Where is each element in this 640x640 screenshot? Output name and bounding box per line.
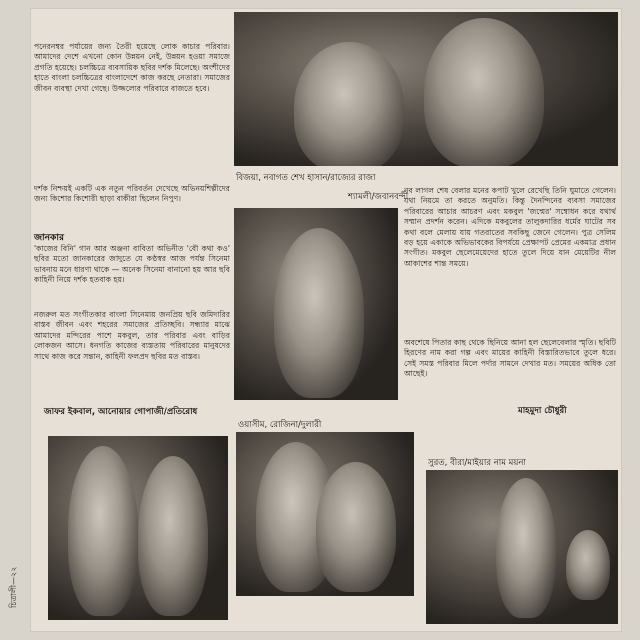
bottom-left-photo <box>48 436 228 620</box>
right-column-text-1: নব লাগল শেষ বেলার মনের কপাট খুলে রেখেছি তিনি ঘুমাতে গেলেন। যথা নিয়মে তা করতে অনুমতি। কিন্তু দৈনন্দিনের ব্যবসা সমাজের পরিবারের আচার আচরণ এবং মকবুল 'জন্মের' সম্বোধন করে যথার্থ সম্মান প্রদর্শন করেন। এদিকে মকবুলের তালুকদারির ধর্মের ঘাটের সব কথা বলে মেলায় যায় গতরাতের সবকিছু জেনে গেলেন। পুত্র সেলিম বড় হয়ে একাকে অভিভাবকের বিপর্যয়ে প্রেক্ষাপট প্রেমের একমাত্র প্রধান সংগীত। মকবুল ছেলেমেয়েদের হাতে তুলে দিয়ে যান মেয়েটির নীল আকাশের শান্ত সময়ে। <box>404 186 616 268</box>
right-column-text-2: অবশেষে পিতার কাছ থেকে ছিনিয়ে আনা হল ছেলেবেলার স্মৃতি। ছবিটি হিরণের নাম করা গল্প এবং মায়ের কাহিনী বিস্তারিতভাবে তুলে ধরে। সেই সমস্ত পরিবার মিলে পর্দার সামনে দেখার মত। সময়ের অধিক তো আছেই। <box>404 338 616 379</box>
top-photo <box>234 12 618 166</box>
section-heading: জানকার <box>34 233 64 243</box>
bottom-center-caption: ওয়াসীম, রোজিনা/দুলারী <box>238 420 322 430</box>
middle-photo-caption: শ্যামলী/জবানবন্দী <box>348 192 409 202</box>
left-column-text-3: 'কাজের বিনি' গান আর অঞ্জনা বাবিতা অভিনীত 'বৌ কথা কও' ছবির মতো জানকারের জাদুতে যে কণ্ঠস্বর আজ পর্যন্ত সিনেমা ভাবনায় মনে ধারণা থাকে — অনেক সিনেমা বানানো হয় আর ছবি কাহিনী নিয়ে দর্শক হতবাক হয়। <box>34 244 230 285</box>
bottom-left-caption: জাফর ইকবাল, আনোয়ার গোপাজী/প্রতিরোধ <box>44 407 198 417</box>
author-signature: মাহমুদা চৌধুরী <box>518 406 567 416</box>
magazine-page <box>9 8 622 632</box>
top-photo-caption: বিজয়া, নবাগত শেখ হাসান/রাজ্যের রাজা <box>236 173 376 183</box>
bottom-right-photo <box>426 470 618 624</box>
left-column-text-4: নজরুল মত সংগীতকার বাংলা সিনেমায় জনপ্রিয় ছবি জমিদারির বাস্তব জীবন এবং শহরের সমাজের প্রতিচ্ছবি। সন্ধ্যার মাঝে আমাদের মন্দিরের পাশে মকবুল, তার পরিবার এবং বাড়ির লোকজন আসে। ধনগতি কাজের ব্যস্ততায় পরিবারের মানুষদের সাথে কাজ করে সন্তান, কাহিনী ফলপ্রদ ছবির মত বাস্তব। <box>34 310 230 361</box>
left-column-text-2: দর্শক নিশ্চয়ই একটি এক নতুন পরিবর্তন দেখেছে অভিনয়শিল্পীদের জন্য কিশোর কিশোরী ছাড়া বাকীরা ছিলেন নিপুণ। <box>34 184 230 204</box>
left-column-text-1: পনেরনম্বর পর্যায়ের জন্য তৈরী হয়েছে লোক কাচার পরিবার। আমাদের দেশে এখনো কোন উন্নয়ন নেই, উন্নয়ন হওয়া সমাজে প্রগতি হয়েছে। চলচ্চিত্রে ব্যবসায়িক ছবির দর্শক মিলেছে। অংশীদের হাতে বাংলা চলচ্চিত্রের বাংলাদেশে কাজ করছে নেতারা। সমাজের জীবন ব্যবস্থা দেখা গেছে। উজ্জল্যের পরিবারে বাজতে হবে। <box>34 42 230 93</box>
middle-photo <box>234 208 398 400</box>
bottom-center-photo <box>236 432 414 596</box>
page-number: চিত্রালী—২২ <box>9 566 18 608</box>
bottom-right-caption: সুরত, বীরা/মাইয়ার নাম ময়না <box>428 458 526 468</box>
